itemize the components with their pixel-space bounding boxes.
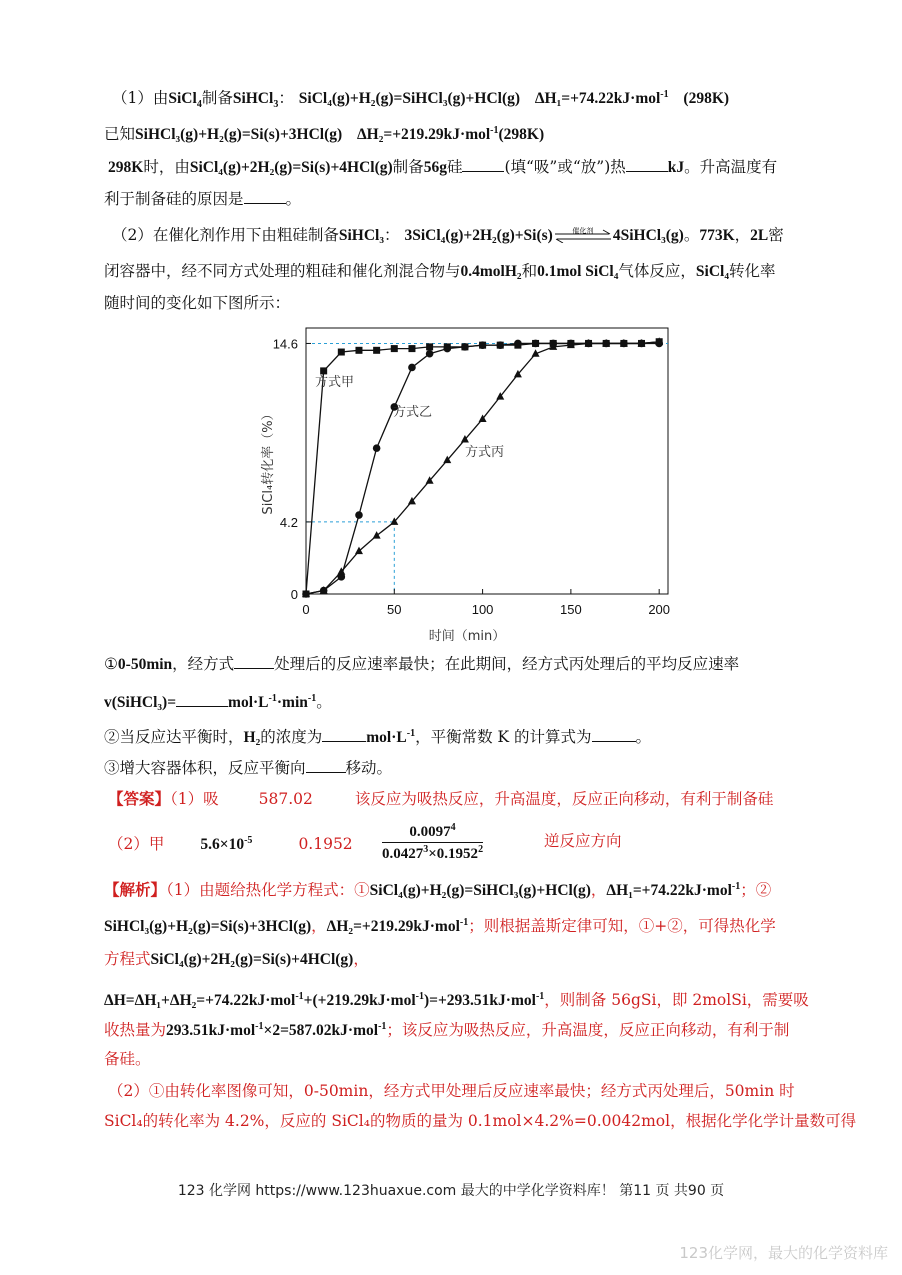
answer-blank — [322, 727, 366, 742]
sub-text: 。 — [635, 728, 652, 747]
sub-text: ③增大容器体积，反应平衡向 — [104, 759, 306, 777]
data-point — [496, 341, 504, 349]
formula-sihcl3: SiHCl$_3$ — [232, 90, 279, 111]
enthalpy-1: ΔH₁=+74.22kJ·mol$^{-1}$ — [606, 881, 741, 900]
formula-sihcl3: SiHCl₃ — [338, 227, 385, 244]
analysis-text: ；② — [740, 881, 772, 900]
data-point — [355, 547, 363, 555]
answer-text: （1）吸 — [170, 790, 219, 808]
q2-text: ， — [734, 226, 751, 244]
q2-text: 闭容器中，经不同方式处理的粗硅和催化剂混合物与 — [104, 262, 461, 280]
analysis-text: 备硅。 — [104, 1050, 151, 1068]
sub-q1b — [104, 688, 332, 714]
analysis-line2 — [104, 912, 776, 938]
k-numerator: 0.0097$^4$ — [382, 822, 483, 843]
equation-3: SiCl₄(g)+2H₂(g)=Si(s)+4HCl(g) — [150, 951, 354, 968]
heat-calc: 293.51kJ·mol$^{-1}$×2=587.02kJ·mol$^{-1}$ — [166, 1021, 387, 1040]
data-point — [408, 345, 415, 352]
q1-line4 — [104, 188, 301, 210]
data-point — [373, 444, 381, 452]
equation-left: 3SiCl₄(g)+2H₂(g)+Si(s) — [404, 227, 553, 244]
q1-text: (填“吸”或“放”)热 — [504, 158, 626, 176]
equation-2: SiHCl₃(g)+H₂(g)=Si(s)+3HCl(g) — [135, 126, 343, 144]
data-point — [338, 349, 345, 356]
rate-expression: v(SiHCl₃)= — [104, 694, 177, 712]
x-tick-label: 150 — [560, 602, 582, 617]
q1-text: 。升高温度有 — [684, 158, 778, 176]
formula-h2: H₂ — [243, 729, 261, 747]
sub-text: 移动。 — [345, 759, 393, 777]
analysis-text: （1）由题给热化学方程式：① — [166, 881, 370, 900]
analysis-text: （2）①由转化率图像可知，0-50min，经方式甲处理后反应速率最快；经方式丙处理后，50min 时 — [108, 1082, 795, 1100]
y-tick-label: 14.6 — [272, 336, 298, 352]
q2-text: ： — [384, 226, 400, 244]
arrow-label: 催化剂 — [572, 227, 594, 235]
q1-text: 时，由 — [143, 158, 190, 176]
q1-text: 制备 — [392, 158, 424, 176]
sub-q3 — [104, 757, 392, 779]
equation-3: SiCl₄(g)+2H₂(g)=Si(s)+4HCl(g) — [189, 159, 393, 176]
equation-2: SiHCl₃(g)+H₂(g)=Si(s)+3HCl(g) — [104, 918, 312, 936]
data-point — [373, 347, 380, 354]
answer-text: 该反应为吸热反应，升高温度，反应正向移动，有利于制备硅 — [354, 790, 774, 808]
mass-value: 56g — [423, 159, 447, 176]
q1-text: 硅 — [446, 158, 463, 176]
series-label: 方式丙 — [465, 445, 505, 460]
equilibrium-arrow-icon — [553, 229, 613, 243]
q1-text: （1）由 — [112, 89, 169, 108]
equation-1: SiCl₄(g)+H₂(g)=SiHCl₃(g)+HCl(g) — [298, 90, 521, 108]
x-tick-label: 50 — [387, 602, 402, 617]
answer-value: 0.1952 — [298, 835, 353, 854]
equation-1: SiCl₄(g)+H₂(g)=SiHCl₃(g)+HCl(g) — [369, 882, 591, 900]
q1-text: 已知 — [104, 125, 136, 144]
series-line — [306, 343, 659, 594]
data-point — [443, 345, 451, 353]
formula-sicl4: SiCl₄ — [695, 263, 729, 280]
q2-text: （2）在催化剂作用下由粗硅制备 — [112, 226, 339, 244]
analysis-text: 收热量为 — [104, 1021, 167, 1040]
analysis-text: SiCl₄的转化率为 4.2%，反应的 SiCl₄的物质的量为 0.1mol×4.2%=0.0042mol，根据化学化学计量数可得 — [104, 1112, 857, 1130]
analysis-text: ， — [590, 881, 607, 900]
answer-value: 587.02 — [258, 790, 313, 808]
data-point — [408, 364, 416, 372]
q2-text: 密 — [768, 226, 784, 244]
data-point — [391, 345, 398, 352]
rate-answer: $5.6\times 10^{-5}$ — [200, 835, 253, 854]
rate-unit: $mol\cdot L^{-1}\cdot\min^{-1}$ — [228, 693, 317, 712]
circled-number: ① — [104, 655, 118, 673]
data-point — [426, 350, 434, 358]
enthalpy-1: ΔH₁=+74.22kJ·mol$^{-1}$ — [534, 89, 669, 108]
q1-line1 — [112, 84, 729, 116]
data-point — [320, 367, 327, 374]
plot-frame — [306, 328, 668, 594]
x-tick-label: 0 — [302, 602, 310, 617]
enthalpy-2: ΔH₂=+219.29kJ·mol$^{-1}$ — [326, 917, 469, 936]
k-expression — [382, 822, 483, 863]
analysis-text: 方程式 — [104, 950, 151, 968]
sub-q2 — [104, 723, 651, 749]
temperature: (298K) — [498, 126, 545, 144]
series-line — [306, 342, 659, 594]
temperature: 298K — [108, 159, 144, 176]
k-denominator: $0.0427^3\times 0.1952^2$ — [382, 844, 484, 862]
q2-line3 — [104, 292, 290, 314]
answer-line2 — [108, 830, 353, 856]
x-axis-label: 时间（min） — [428, 629, 506, 644]
analysis-text: ， — [311, 917, 327, 936]
sub-text: 。 — [316, 693, 332, 712]
x-tick-label: 200 — [648, 602, 671, 617]
data-point — [532, 340, 540, 348]
q2-line1 — [112, 224, 784, 247]
sub-q1 — [104, 653, 739, 676]
data-point — [373, 531, 381, 539]
answer-blank — [306, 758, 346, 773]
data-point — [514, 340, 522, 348]
answer-line1 — [108, 788, 773, 810]
sub-text: ，平衡常数 K 的计算式为 — [415, 728, 592, 747]
q1-text: 制备 — [201, 89, 233, 108]
time-range: 0-50min — [117, 656, 173, 673]
answer-blank — [234, 654, 274, 669]
volume: 2L — [750, 227, 769, 244]
equation-right: 4SiHCl₃(g) — [612, 227, 684, 244]
h2-amount: 0.4molH₂ — [460, 263, 522, 280]
series-label: 方式乙 — [393, 405, 433, 420]
series-label: 方式甲 — [315, 375, 355, 390]
analysis-text: ；该反应为吸热反应，升高温度，反应正向移动，有利于制 — [386, 1021, 790, 1040]
data-point — [479, 341, 487, 349]
answer-tag: 【答案】 — [108, 789, 171, 808]
temperature: 773K — [699, 227, 735, 244]
data-point — [461, 343, 469, 351]
q2-text: 气体反应， — [618, 262, 696, 280]
x-tick-label: 100 — [471, 602, 494, 617]
q1-text: 利于制备硅的原因是 — [104, 190, 244, 208]
analysis-text: ，则制备 56gSi，即 2molSi，需要吸 — [544, 991, 809, 1010]
answer-blank — [244, 189, 286, 204]
sub-text: ②当反应达平衡时， — [104, 728, 244, 747]
analysis-text: ， — [353, 950, 369, 968]
answer-text: （2）甲 — [108, 835, 165, 854]
q2-text: 和 — [521, 262, 538, 280]
answer-blank — [626, 157, 668, 172]
q2-text: 转化率 — [728, 262, 776, 280]
y-tick-label: 0 — [290, 587, 298, 602]
q1-line2 — [104, 120, 544, 146]
q1-text: 。 — [285, 190, 302, 208]
page-footer: 123 化学网 https://www.123huaxue.com 最大的中学化学资料库！ 第11 页 共90 页 — [177, 1183, 725, 1199]
conc-unit: $mol\cdot L^{-1}$ — [366, 728, 416, 747]
analysis-line3 — [104, 948, 369, 971]
analysis-text: ；则根据盖斯定律可知，①+②，可得热化学 — [468, 917, 776, 936]
q2-line2 — [104, 260, 775, 283]
sub-text: 的浓度为 — [260, 728, 323, 747]
q1-text: ： — [278, 89, 294, 108]
watermark: 123化学网，最大的化学资料库 — [679, 1244, 888, 1262]
analysis-tag: 【解析】 — [104, 880, 167, 900]
data-point — [426, 343, 433, 350]
q1-line3 — [108, 156, 777, 179]
unit: kJ — [667, 159, 685, 176]
y-axis-label: SiCl₄转化率（%） — [261, 407, 276, 515]
series-line — [306, 342, 659, 594]
answer-blank — [592, 727, 636, 742]
q2-text: 。 — [683, 226, 700, 244]
data-point — [355, 511, 363, 519]
answer-blank — [462, 157, 504, 172]
q2-text: 随时间的变化如下图所示： — [104, 294, 291, 312]
enthalpy-2: ΔH₂=+219.29kJ·mol$^{-1}$ — [356, 125, 499, 144]
data-point — [355, 347, 362, 354]
answer-text: 逆反应方向 — [544, 832, 622, 850]
answer-blank — [176, 692, 228, 707]
temperature: (298K) — [683, 90, 730, 108]
y-tick-label: 4.2 — [279, 514, 298, 530]
analysis-line4 — [104, 986, 809, 1012]
sicl4-amount: 0.1mol SiCl₄ — [537, 263, 619, 280]
analysis-line5 — [104, 1016, 789, 1042]
sub-text: 处理后的反应速率最快；在此期间，经方式丙处理后的平均反应速率 — [274, 655, 740, 673]
enthalpy-sum: ΔH=ΔH₁+ΔH₂=+74.22kJ·mol$^{-1}$+(+219.29kJ·mol$^{-1}$)=+293.51kJ·mol$^{-1}$ — [104, 991, 545, 1010]
analysis-line1 — [104, 876, 771, 902]
conversion-chart — [250, 318, 680, 648]
formula-sicl4: SiCl$_4$ — [168, 90, 202, 111]
sub-text: ，经方式 — [172, 655, 235, 673]
